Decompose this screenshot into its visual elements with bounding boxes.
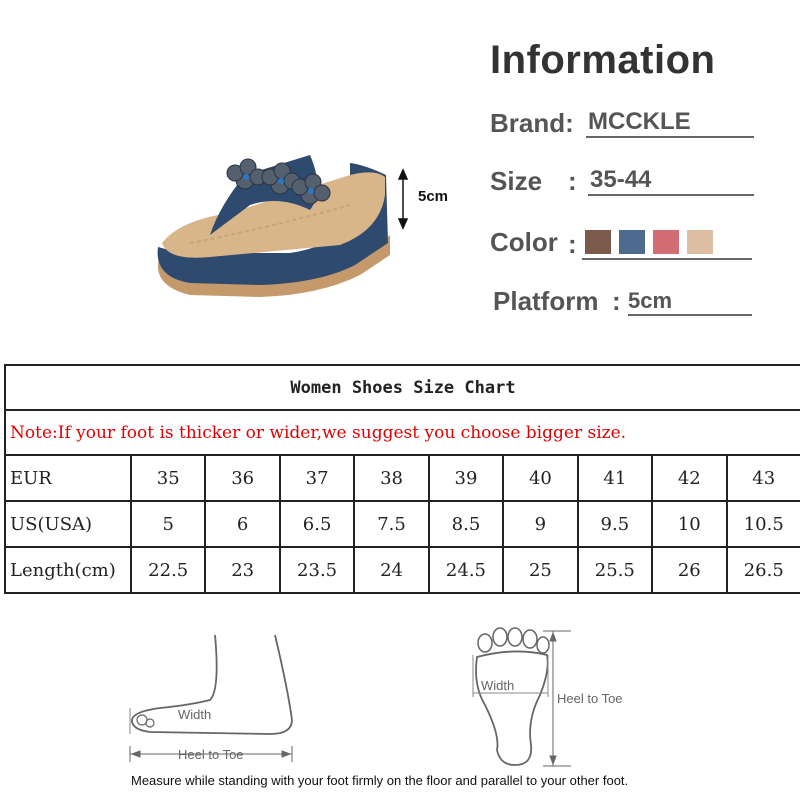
platform-value: 5cm	[628, 288, 752, 316]
table-cell: 43	[727, 455, 800, 501]
table-cell: 8.5	[429, 501, 503, 547]
table-row-us	[5, 501, 800, 547]
table-cell: 41	[578, 455, 652, 501]
table-cell: 25	[503, 547, 577, 593]
table-cell: 6	[205, 501, 279, 547]
size-chart-note-row	[5, 410, 800, 455]
table-cell: 36	[205, 455, 279, 501]
row-label: EUR	[5, 455, 131, 501]
table-cell: 26	[652, 547, 726, 593]
color-colon: :	[568, 229, 577, 259]
color-swatch-pink[interactable]	[653, 230, 679, 254]
table-cell: 24.5	[429, 547, 503, 593]
table-cell: 35	[131, 455, 205, 501]
side-foot-outline	[132, 635, 292, 734]
size-label: Size	[490, 166, 543, 196]
side-length-label: Heel to Toe	[178, 747, 244, 762]
sole-width-label: Width	[481, 678, 515, 693]
sandal-product-image	[150, 135, 470, 315]
color-swatch-brown[interactable]	[585, 230, 611, 254]
table-cell: 25.5	[578, 547, 652, 593]
table-row-eur	[5, 455, 800, 501]
table-cell: 10.5	[727, 501, 800, 547]
table-cell: 10	[652, 501, 726, 547]
table-cell: 7.5	[354, 501, 428, 547]
table-cell: 24	[354, 547, 428, 593]
table-cell: 26.5	[727, 547, 800, 593]
size-chart-title: Women Shoes Size Chart	[5, 365, 800, 410]
measure-caption: Measure while standing with your foot firmly on the floor and parallel to your other foot.	[131, 773, 629, 788]
table-cell: 9.5	[578, 501, 652, 547]
sole-length-label: Heel to Toe	[557, 691, 623, 706]
platform-label: Platform	[493, 286, 599, 316]
toe-outline	[478, 628, 549, 653]
height-arrow	[399, 170, 407, 228]
platform-colon: :	[612, 286, 621, 316]
table-cell: 37	[280, 455, 354, 501]
size-chart-title-row	[5, 365, 800, 410]
color-label: Color	[490, 227, 558, 257]
table-cell: 38	[354, 455, 428, 501]
color-underline	[582, 258, 752, 260]
height-label: 5cm	[418, 188, 449, 205]
table-cell: 5	[131, 501, 205, 547]
sole-outline	[476, 651, 548, 765]
color-swatch-beige[interactable]	[687, 230, 713, 254]
side-width-label: Width	[178, 707, 212, 722]
table-row-length	[5, 547, 800, 593]
size-colon: :	[568, 166, 577, 196]
table-cell: 39	[429, 455, 503, 501]
table-cell: 22.5	[131, 547, 205, 593]
table-cell: 42	[652, 455, 726, 501]
table-cell: 9	[503, 501, 577, 547]
sole-foot-diagram	[455, 625, 655, 770]
brand-label: Brand:	[490, 108, 574, 138]
side-foot-diagram	[120, 630, 330, 770]
size-chart-table	[4, 364, 800, 594]
info-title: Information	[490, 38, 716, 82]
row-label: US(USA)	[5, 501, 131, 547]
brand-value: MCCKLE	[586, 108, 754, 138]
table-cell: 40	[503, 455, 577, 501]
size-value: 35-44	[588, 166, 754, 196]
row-label: Length(cm)	[5, 547, 131, 593]
table-cell: 23	[205, 547, 279, 593]
table-cell: 23.5	[280, 547, 354, 593]
color-swatch-blue[interactable]	[619, 230, 645, 254]
size-chart-note: Note:If your foot is thicker or wider,we suggest you choose bigger size.	[5, 410, 800, 455]
table-cell: 6.5	[280, 501, 354, 547]
